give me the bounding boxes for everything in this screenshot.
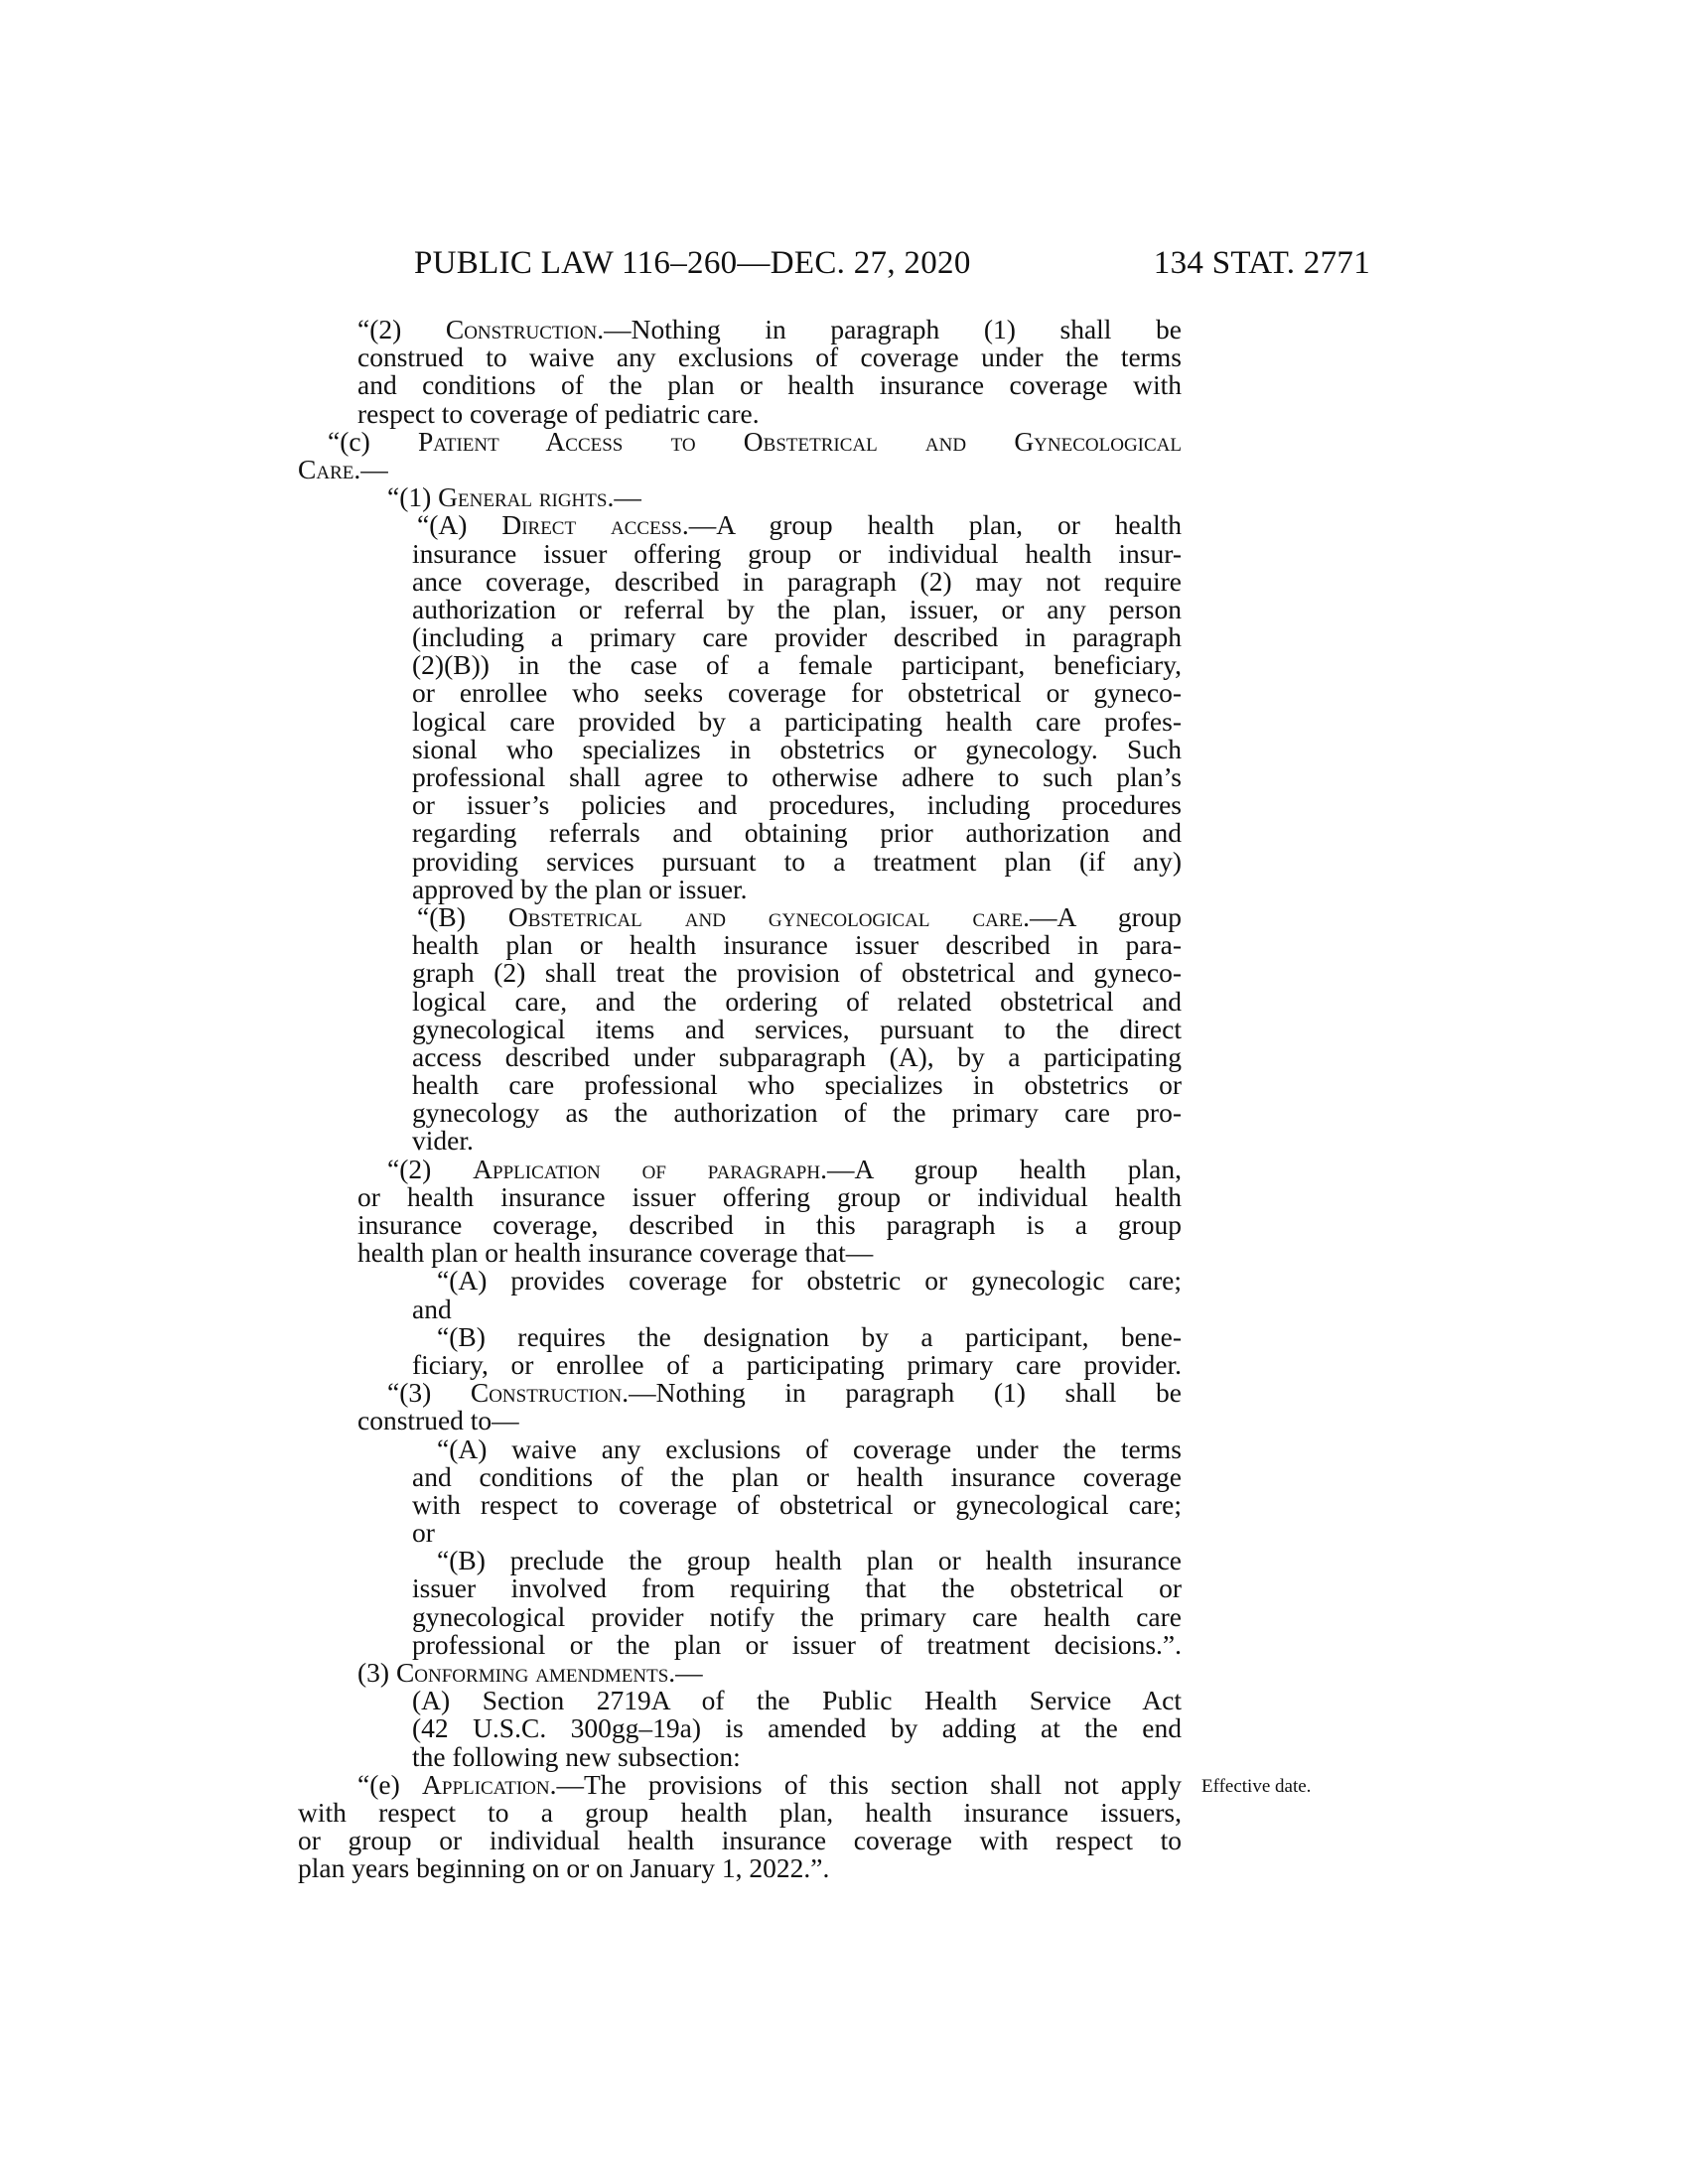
text-line xyxy=(298,985,1182,1017)
statute-text xyxy=(298,316,1182,1883)
text-segment: .—A group health plan, xyxy=(820,1153,1182,1184)
text-segment: .—Nothing in paragraph (1) shall be xyxy=(622,1377,1182,1409)
text-line xyxy=(298,763,1182,791)
text-line xyxy=(298,1180,1182,1212)
text-line xyxy=(298,1827,1182,1854)
text-line xyxy=(298,397,1182,429)
text-line xyxy=(298,1460,1182,1492)
text-segment: “(c) xyxy=(328,425,418,457)
text-segment: ance coverage, described in paragraph (2) may not require xyxy=(412,565,1182,597)
text-segment: professional or the plan or issuer of treatment decisions.”. xyxy=(412,1628,1182,1660)
text-line xyxy=(298,1348,1182,1380)
text-line xyxy=(298,931,1182,959)
text-line xyxy=(298,371,1182,399)
text-segment: “(1) xyxy=(387,481,439,513)
text-line xyxy=(298,1714,1182,1742)
text-line xyxy=(298,733,1182,764)
small-caps-heading: Direct access xyxy=(501,509,682,541)
text-segment: .—A group xyxy=(1023,900,1182,932)
text-line xyxy=(298,511,1182,539)
small-caps-heading: Construction xyxy=(445,314,598,344)
text-line xyxy=(298,453,1182,484)
page-number: 134 STAT. 2771 xyxy=(1153,245,1370,281)
text-line xyxy=(298,651,1182,679)
text-segment: plan years beginning on or on January 1, 2022.”. xyxy=(298,1852,830,1884)
text-segment: graph (2) shall treat the provision of obstetrical and gyneco- xyxy=(412,957,1182,989)
text-segment: gynecological provider notify the primary care health care xyxy=(412,1600,1182,1632)
text-line xyxy=(298,1796,1182,1828)
running-head xyxy=(414,245,1370,285)
text-segment: professional shall agree to otherwise adhere to such plan’s xyxy=(412,761,1182,792)
text-line xyxy=(298,1071,1182,1099)
small-caps-heading: Care xyxy=(298,453,354,484)
text-line xyxy=(298,1435,1182,1463)
text-segment: “(A) xyxy=(417,509,502,541)
text-segment: construed to waive any exclusions of coverage under the terms xyxy=(357,341,1182,373)
text-line xyxy=(298,1574,1182,1602)
margin-note-effective-date: Effective date. xyxy=(1201,1776,1312,1797)
text-line xyxy=(298,1407,1182,1434)
text-line xyxy=(298,705,1182,737)
text-segment: the following new subsection: xyxy=(412,1740,741,1772)
text-segment: ficiary, or enrollee of a participating primary care provider. xyxy=(412,1348,1182,1380)
text-line xyxy=(298,959,1182,987)
text-segment: vider. xyxy=(412,1125,474,1157)
text-segment: health care professional who specializes in obstetrics or xyxy=(412,1069,1182,1101)
text-segment: .— xyxy=(607,481,641,513)
text-line xyxy=(298,1519,1182,1547)
text-line xyxy=(298,1488,1182,1520)
text-line xyxy=(298,1740,1182,1772)
text-line xyxy=(298,1293,1182,1324)
small-caps-heading: Construction xyxy=(470,1377,623,1409)
text-segment: “(2) xyxy=(357,314,446,344)
text-segment: health plan or health insurance issuer described in para- xyxy=(412,929,1182,961)
small-caps-heading: Application of paragraph xyxy=(473,1153,821,1184)
text-segment: regarding referrals and obtaining prior authorization and xyxy=(412,817,1182,849)
text-segment: “(2) xyxy=(387,1153,474,1184)
text-line xyxy=(298,343,1182,371)
small-caps-heading: Obstetrical and gynecological care xyxy=(507,900,1024,932)
text-segment: respect to coverage of pediatric care. xyxy=(357,397,760,429)
text-segment: “(3) xyxy=(387,1377,471,1409)
text-segment: or group or individual health insurance coverage with respect to xyxy=(298,1825,1182,1856)
text-segment: providing services pursuant to a treatment plan (if any) xyxy=(412,845,1182,877)
text-segment: health plan or health insurance coverage that— xyxy=(357,1237,874,1269)
text-line xyxy=(298,1099,1182,1127)
text-line xyxy=(298,537,1182,569)
text-segment: and xyxy=(412,1293,452,1324)
text-line xyxy=(298,1153,1182,1184)
text-line xyxy=(298,1211,1182,1239)
text-segment: with respect to coverage of obstetrical or gynecological care; xyxy=(412,1488,1182,1520)
text-segment: .—Nothing in paragraph (1) shall be xyxy=(597,314,1182,344)
text-line xyxy=(298,593,1182,624)
text-segment: gynecological items and services, pursuant to the direct xyxy=(412,1013,1182,1044)
text-line xyxy=(298,819,1182,847)
text-line xyxy=(298,791,1182,819)
text-segment: or issuer’s policies and procedures, including procedures xyxy=(412,789,1182,821)
text-line xyxy=(298,1659,1182,1687)
text-segment: “(e) xyxy=(357,1768,423,1800)
text-segment: logical care, and the ordering of related obstetrical and xyxy=(412,985,1182,1017)
text-segment: .—The provisions of this section shall not apply xyxy=(549,1768,1182,1800)
small-caps-heading: General rights xyxy=(438,481,608,513)
text-segment: “(A) waive any exclusions of coverage under the terms xyxy=(437,1433,1182,1464)
text-segment: (including a primary care provider described in paragraph xyxy=(412,621,1182,653)
text-segment: (42 U.S.C. 300gg–19a) is amended by adding at the end xyxy=(412,1712,1182,1744)
text-segment: access described under subparagraph (A), by a participating xyxy=(412,1040,1182,1072)
text-segment: .—A group health plan, or health xyxy=(681,509,1183,541)
text-segment: “(B) xyxy=(417,900,508,932)
text-segment: sional who specializes in obstetrics or gynecology. Such xyxy=(412,733,1182,764)
text-line xyxy=(298,1379,1182,1407)
text-segment: “(B) requires the designation by a participant, bene- xyxy=(437,1320,1182,1352)
text-line xyxy=(298,1320,1182,1352)
text-line xyxy=(298,1768,1182,1800)
text-segment: or health insurance issuer offering group or individual health xyxy=(357,1180,1182,1212)
text-line xyxy=(298,1040,1182,1072)
text-segment: insurance issuer offering group or individual health insur- xyxy=(412,537,1182,569)
text-line xyxy=(298,483,1182,511)
small-caps-heading: Conforming amendments xyxy=(395,1657,669,1688)
text-line xyxy=(298,1628,1182,1660)
text-segment: authorization or referral by the plan, issuer, or any person xyxy=(412,593,1182,624)
text-segment: “(A) provides coverage for obstetric or gynecologic care; xyxy=(437,1265,1182,1297)
text-segment: insurance coverage, described in this paragraph is a group xyxy=(357,1209,1182,1240)
running-head-title: PUBLIC LAW 116–260—DEC. 27, 2020 xyxy=(414,245,971,281)
text-segment: and conditions of the plan or health insurance coverage xyxy=(412,1460,1182,1492)
small-caps-heading: Application xyxy=(422,1768,550,1800)
text-line xyxy=(298,1600,1182,1632)
text-segment: approved by the plan or issuer. xyxy=(412,873,748,904)
text-segment: .— xyxy=(668,1657,703,1688)
text-line xyxy=(298,679,1182,707)
text-segment: “(B) preclude the group health plan or health insurance xyxy=(437,1545,1182,1576)
small-caps-heading: Patient Access to Obstetrical and Gynecological xyxy=(417,425,1182,457)
text-line xyxy=(298,1127,1182,1155)
text-line xyxy=(298,425,1182,457)
text-line xyxy=(298,1267,1182,1295)
text-segment: (A) Section 2719A of the Public Health Service Act xyxy=(412,1685,1182,1716)
text-segment: logical care provided by a participating health care profes- xyxy=(412,705,1182,737)
text-segment: (2)(B)) in the case of a female participant, beneficiary, xyxy=(412,649,1182,681)
text-line xyxy=(298,316,1182,343)
text-line xyxy=(298,1687,1182,1714)
text-line xyxy=(298,1547,1182,1574)
text-segment: .— xyxy=(353,453,388,484)
text-segment: (3) xyxy=(357,1657,396,1688)
text-line xyxy=(298,623,1182,651)
text-line xyxy=(298,873,1182,904)
text-segment: construed to— xyxy=(357,1405,519,1436)
text-line xyxy=(298,1013,1182,1044)
text-segment: gynecology as the authorization of the primary care pro- xyxy=(412,1097,1182,1129)
text-segment: or xyxy=(412,1517,435,1549)
text-line xyxy=(298,845,1182,877)
text-line xyxy=(298,1239,1182,1267)
text-segment: and conditions of the plan or health insurance coverage with xyxy=(357,369,1182,401)
text-line xyxy=(298,900,1182,932)
text-line xyxy=(298,565,1182,597)
text-segment: or enrollee who seeks coverage for obstetrical or gyneco- xyxy=(412,677,1182,709)
text-segment: with respect to a group health plan, health insurance issuers, xyxy=(298,1796,1182,1828)
text-line xyxy=(298,1854,1182,1882)
text-segment: issuer involved from requiring that the obstetrical or xyxy=(412,1572,1182,1604)
